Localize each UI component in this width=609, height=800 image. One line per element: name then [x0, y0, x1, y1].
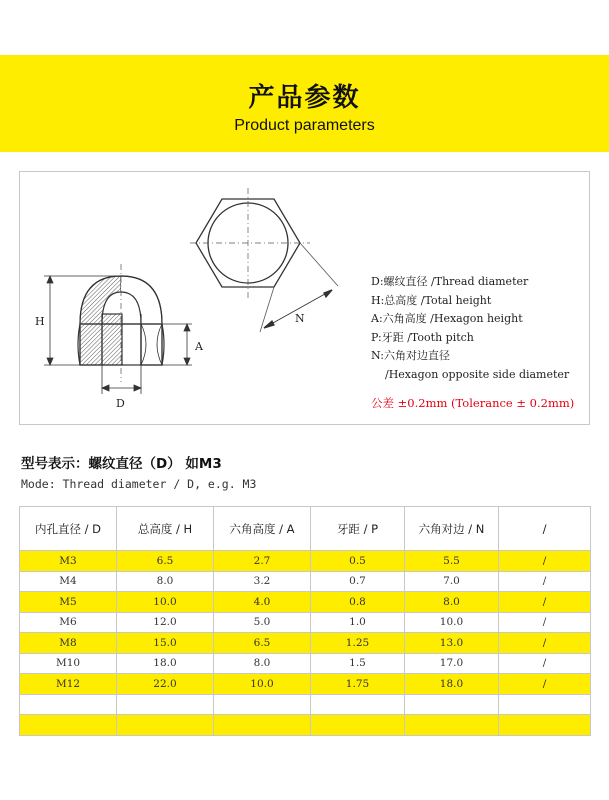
table-row — [20, 674, 591, 695]
cell: / — [499, 633, 591, 654]
cell: 10.0 — [214, 674, 311, 695]
page-title-en: Product parameters — [234, 117, 375, 134]
cell: 22.0 — [117, 674, 214, 695]
cell: 17.0 — [405, 653, 499, 674]
label-n: N — [295, 312, 305, 325]
table-row — [20, 592, 591, 613]
cell: M12 — [20, 674, 117, 695]
cell: M8 — [20, 633, 117, 654]
table-row — [20, 715, 591, 736]
legend-d: D:螺纹直径 /Thread diameter — [371, 275, 529, 288]
cell: 5.5 — [405, 551, 499, 572]
cell — [117, 694, 214, 715]
table-row — [20, 653, 591, 674]
cell: 10.0 — [405, 612, 499, 633]
cell: 6.5 — [117, 551, 214, 572]
cell: 3.2 — [214, 571, 311, 592]
cell: M6 — [20, 612, 117, 633]
header-banner — [0, 55, 609, 152]
cell: M5 — [20, 592, 117, 613]
cell — [311, 694, 405, 715]
header-inner-diameter: 内孔直径 / D — [20, 507, 117, 551]
cell: M3 — [20, 551, 117, 572]
dimension-d — [102, 365, 141, 394]
legend-a: A:六角高度 /Hexagon height — [371, 312, 523, 325]
cell: M4 — [20, 571, 117, 592]
cell: 13.0 — [405, 633, 499, 654]
cell — [117, 715, 214, 736]
table-row — [20, 551, 591, 572]
cell: 8.0 — [214, 653, 311, 674]
dimension-legend — [371, 273, 574, 413]
label-a: A — [195, 340, 203, 353]
mode-description-cn: 型号表示：螺纹直径（D） 如M3 — [21, 456, 222, 472]
cell: M10 — [20, 653, 117, 674]
cell: 6.5 — [214, 633, 311, 654]
cell: 1.75 — [311, 674, 405, 695]
label-h: H — [35, 315, 45, 328]
cell: 7.0 — [405, 571, 499, 592]
cell — [405, 715, 499, 736]
cell: 5.0 — [214, 612, 311, 633]
table-row — [20, 694, 591, 715]
cell: 2.7 — [214, 551, 311, 572]
cell — [499, 715, 591, 736]
cell — [311, 715, 405, 736]
cell: / — [499, 571, 591, 592]
cell: / — [499, 653, 591, 674]
cell — [214, 715, 311, 736]
cap-nut-side-view — [78, 264, 164, 382]
legend-h: H:总高度 /Total height — [371, 293, 492, 307]
cell — [405, 694, 499, 715]
dimension-a — [162, 324, 192, 365]
cell: 1.25 — [311, 633, 405, 654]
legend-n-en: /Hexagon opposite side diameter — [385, 367, 570, 381]
cell: 15.0 — [117, 633, 214, 654]
header-pitch: 牙距 / P — [311, 507, 405, 551]
cell — [20, 715, 117, 736]
header-total-height: 总高度 / H — [117, 507, 214, 551]
cell: 8.0 — [117, 571, 214, 592]
label-d: D — [116, 397, 125, 410]
cell: 1.0 — [311, 612, 405, 633]
cell — [20, 694, 117, 715]
table-row — [20, 571, 591, 592]
cell: 0.8 — [311, 592, 405, 613]
cell: 10.0 — [117, 592, 214, 613]
cell: / — [499, 612, 591, 633]
header-hexagon-height: 六角高度 / A — [214, 507, 311, 551]
cell: / — [499, 674, 591, 695]
cell: 0.7 — [311, 571, 405, 592]
cell: / — [499, 551, 591, 572]
hexagon-top-view — [190, 188, 338, 332]
legend-p: P:牙距 /Tooth pitch — [371, 330, 474, 344]
cell: 12.0 — [117, 612, 214, 633]
cell: 0.5 — [311, 551, 405, 572]
cell — [499, 694, 591, 715]
tolerance-note: 公差 ±0.2mm (Tolerance ± 0.2mm) — [371, 396, 575, 410]
table-header-row — [20, 507, 591, 551]
header-hexagon-width: 六角对边 / N — [405, 507, 499, 551]
table-row — [20, 633, 591, 654]
diagram-panel — [19, 171, 590, 425]
cell: 18.0 — [405, 674, 499, 695]
legend-n: N:六角对边直径 — [371, 349, 450, 362]
table-row — [20, 612, 591, 633]
mode-description-en: Mode: Thread diameter / D, e.g. M3 — [21, 477, 257, 491]
cell: 8.0 — [405, 592, 499, 613]
spec-table — [19, 506, 591, 736]
cell: 1.5 — [311, 653, 405, 674]
cell: 4.0 — [214, 592, 311, 613]
cell: / — [499, 592, 591, 613]
cell: 18.0 — [117, 653, 214, 674]
page-title-cn: 产品参数 — [248, 83, 361, 113]
header-extra: / — [499, 507, 591, 551]
cell — [214, 694, 311, 715]
